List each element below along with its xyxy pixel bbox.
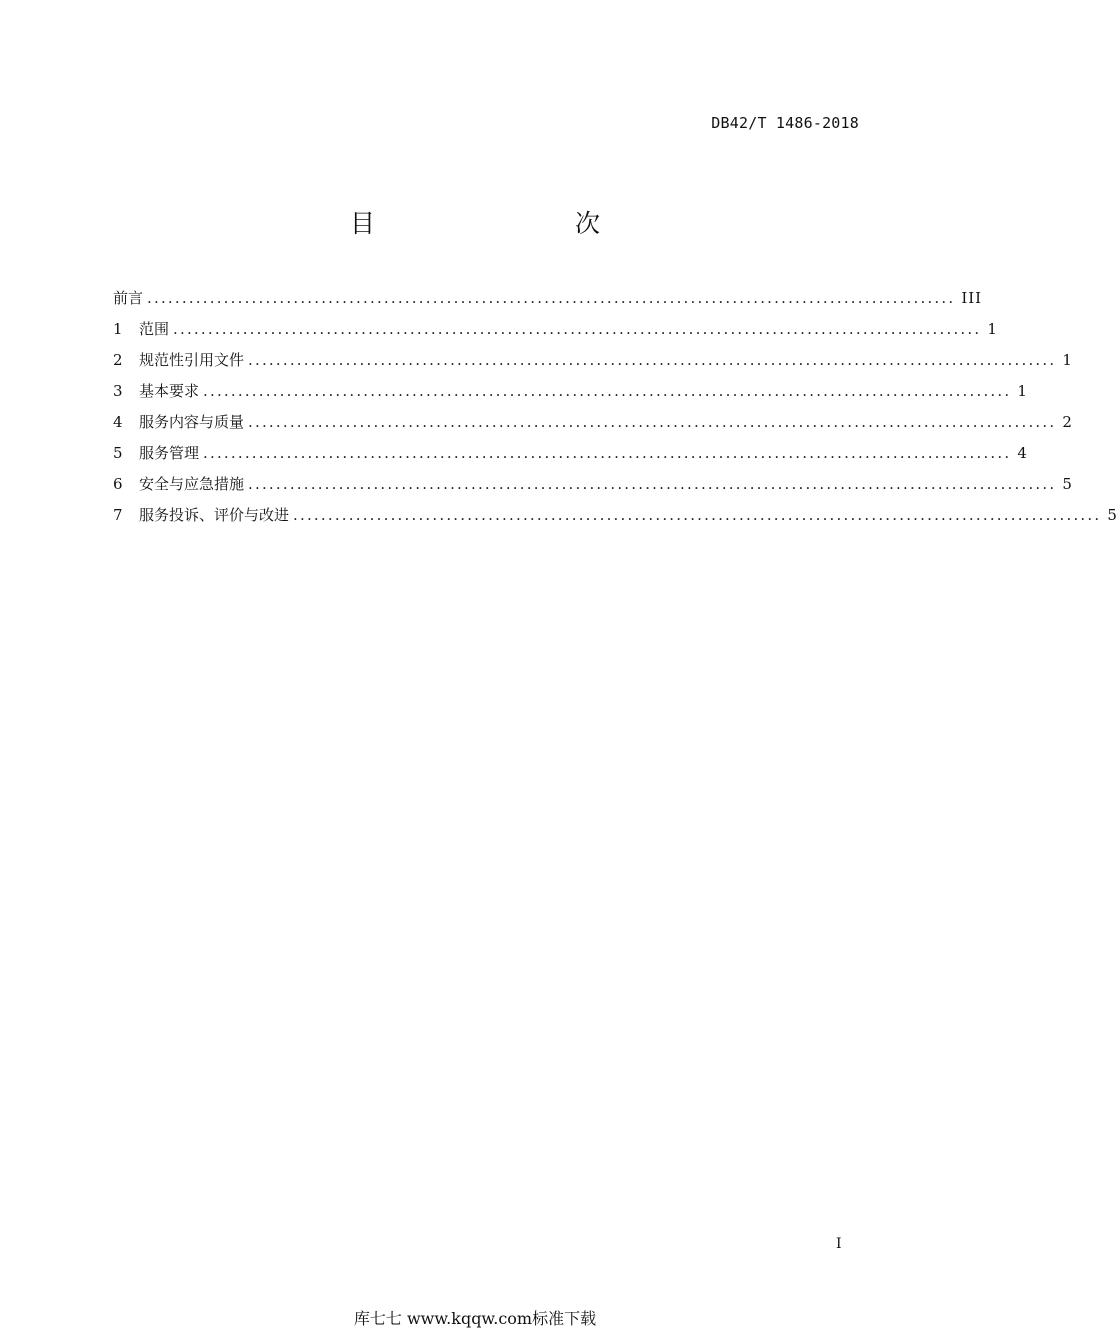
toc-leader-dots: .................................................................................................................... bbox=[248, 475, 1057, 493]
toc-entry-1[interactable] bbox=[113, 318, 998, 349]
toc-entry-label: 前言 bbox=[113, 289, 144, 307]
toc-entry-label: 规范性引用文件 bbox=[139, 351, 245, 369]
toc-leader-dots: .................................................................................................................... bbox=[248, 413, 1057, 431]
toc-entry-2[interactable] bbox=[113, 349, 1073, 380]
toc-leader-dots: .................................................................................................................... bbox=[293, 506, 1102, 524]
toc-entry-label: 基本要求 bbox=[139, 382, 200, 400]
toc-entry-3[interactable] bbox=[113, 380, 1028, 411]
toc-entry-number: 6 bbox=[113, 475, 123, 493]
toc-entry-page: 1 bbox=[1062, 351, 1073, 369]
toc-entry-page: 4 bbox=[1017, 444, 1028, 462]
toc-leader-dots: .................................................................................................................... bbox=[248, 351, 1057, 369]
toc-leader-dots: .................................................................................................................... bbox=[173, 320, 982, 338]
toc-entry-label: 服务投诉、评价与改进 bbox=[139, 506, 290, 524]
table-of-contents bbox=[113, 287, 1118, 535]
toc-entry-page: 2 bbox=[1062, 413, 1073, 431]
toc-entry-number: 4 bbox=[113, 413, 123, 431]
page-title: 目 次 bbox=[349, 209, 650, 238]
toc-entry-label: 服务内容与质量 bbox=[139, 413, 245, 431]
toc-entry-number: 2 bbox=[113, 351, 123, 369]
toc-entry-page: 1 bbox=[1017, 382, 1028, 400]
page-number: I bbox=[836, 1236, 842, 1252]
toc-entry-page: III bbox=[961, 289, 983, 307]
toc-entry-number: 1 bbox=[113, 320, 123, 338]
toc-entry-label: 服务管理 bbox=[139, 444, 200, 462]
toc-leader-dots: .................................................................................................................... bbox=[203, 382, 1012, 400]
toc-entry-4[interactable] bbox=[113, 411, 1073, 442]
standard-code: DB42/T 1486-2018 bbox=[711, 114, 859, 132]
toc-entry-preface[interactable] bbox=[113, 287, 983, 318]
toc-leader-dots: .................................................................................................................... bbox=[203, 444, 1012, 462]
toc-entry-label: 范围 bbox=[139, 320, 170, 338]
footer-watermark: 库七七 www.kqqw.com标准下载 bbox=[353, 1309, 597, 1328]
toc-entry-page: 5 bbox=[1107, 506, 1118, 524]
toc-entry-page: 5 bbox=[1062, 475, 1073, 493]
toc-entry-6[interactable] bbox=[113, 473, 1073, 504]
toc-entry-page: 1 bbox=[987, 320, 998, 338]
toc-entry-7[interactable] bbox=[113, 504, 1118, 535]
toc-entry-5[interactable] bbox=[113, 442, 1028, 473]
toc-entry-number: 7 bbox=[113, 506, 123, 524]
toc-entry-label: 安全与应急措施 bbox=[139, 475, 245, 493]
toc-entry-number: 3 bbox=[113, 382, 123, 400]
toc-leader-dots: .................................................................................................................... bbox=[147, 289, 956, 307]
toc-entry-number: 5 bbox=[113, 444, 123, 462]
